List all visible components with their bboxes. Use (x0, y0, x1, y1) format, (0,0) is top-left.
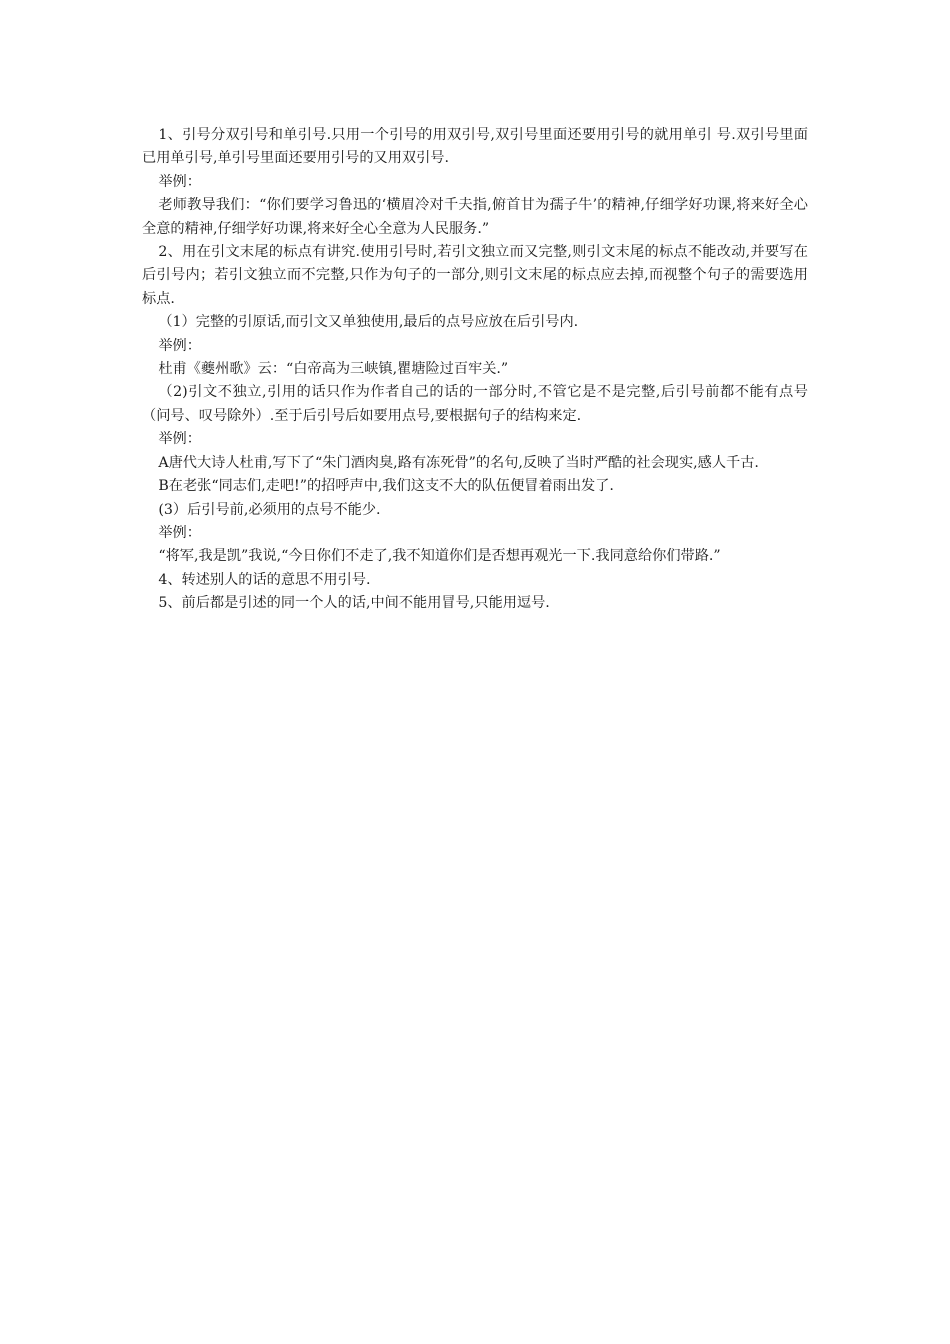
paragraph-example-label: 举例： (158, 173, 201, 190)
paragraph-example-a: A唐代大诗人杜甫,写下了“朱门酒肉臭,路有冻死骨”的名句,反映了当时严酷的社会现实,感人千古. (158, 454, 759, 471)
paragraph-rule-2: 2、用在引文末尾的标点有讲究.使用引号时,若引文独立而又完整,则引文末尾的标点不能改动,并要写在后引号内；若引文独立而不完整,只作为句子的一部分,则引文末尾的标点应去掉,而视整个句子的需要选用标点. (142, 244, 808, 307)
paragraph-rule-4: 4、转述别人的话的意思不用引号. (158, 571, 371, 588)
paragraph-subrule-2: （2)引文不独立,引用的话只作为作者自己的话的一部分时,不管它是不是完整,后引号前都不能有点号（问号、叹号除外）.至于后引号后如要用点号,要根据句子的结构来定. (142, 384, 808, 424)
paragraph-rule-5: 5、前后都是引述的同一个人的话,中间不能用冒号,只能用逗号. (158, 595, 550, 612)
paragraph-example-label: 举例： (158, 431, 201, 448)
paragraph-rule-1: 1、引号分双引号和单引号.只用一个引号的用双引号,双引号里面还要用引号的就用单引 号.双引号里面已用单引号,单引号里面还要用引号的又用双引号. (142, 127, 808, 167)
paragraph-example-label: 举例： (158, 524, 201, 541)
paragraph-example-label: 举例： (158, 337, 201, 354)
paragraph-example: “将军,我是凯”我说,“今日你们不走了,我不知道你们是否想再观光一下.我同意给你们带路.” (158, 548, 721, 565)
paragraph-subrule-3: (3）后引号前,必须用的点号不能少. (158, 501, 381, 518)
paragraph-example-b: B在老张“同志们,走吧!”的招呼声中,我们这支不大的队伍便冒着雨出发了. (158, 478, 614, 495)
paragraph-example: 老师教导我们：“你们要学习鲁迅的‘横眉冷对千夫指,俯首甘为孺子牛’的精神,仔细学好功课,将来好全心全意的精神,仔细学好功课,将来好全心全意为人民服务.” (142, 197, 808, 237)
paragraph-subrule-1: （1）完整的引原话,而引文又单独使用,最后的点号应放在后引号内. (158, 314, 579, 331)
paragraph-example: 杜甫《夔州歌》云：“白帝高为三峡镇,瞿塘险过百牢关.” (158, 361, 509, 378)
document-body (142, 124, 808, 616)
